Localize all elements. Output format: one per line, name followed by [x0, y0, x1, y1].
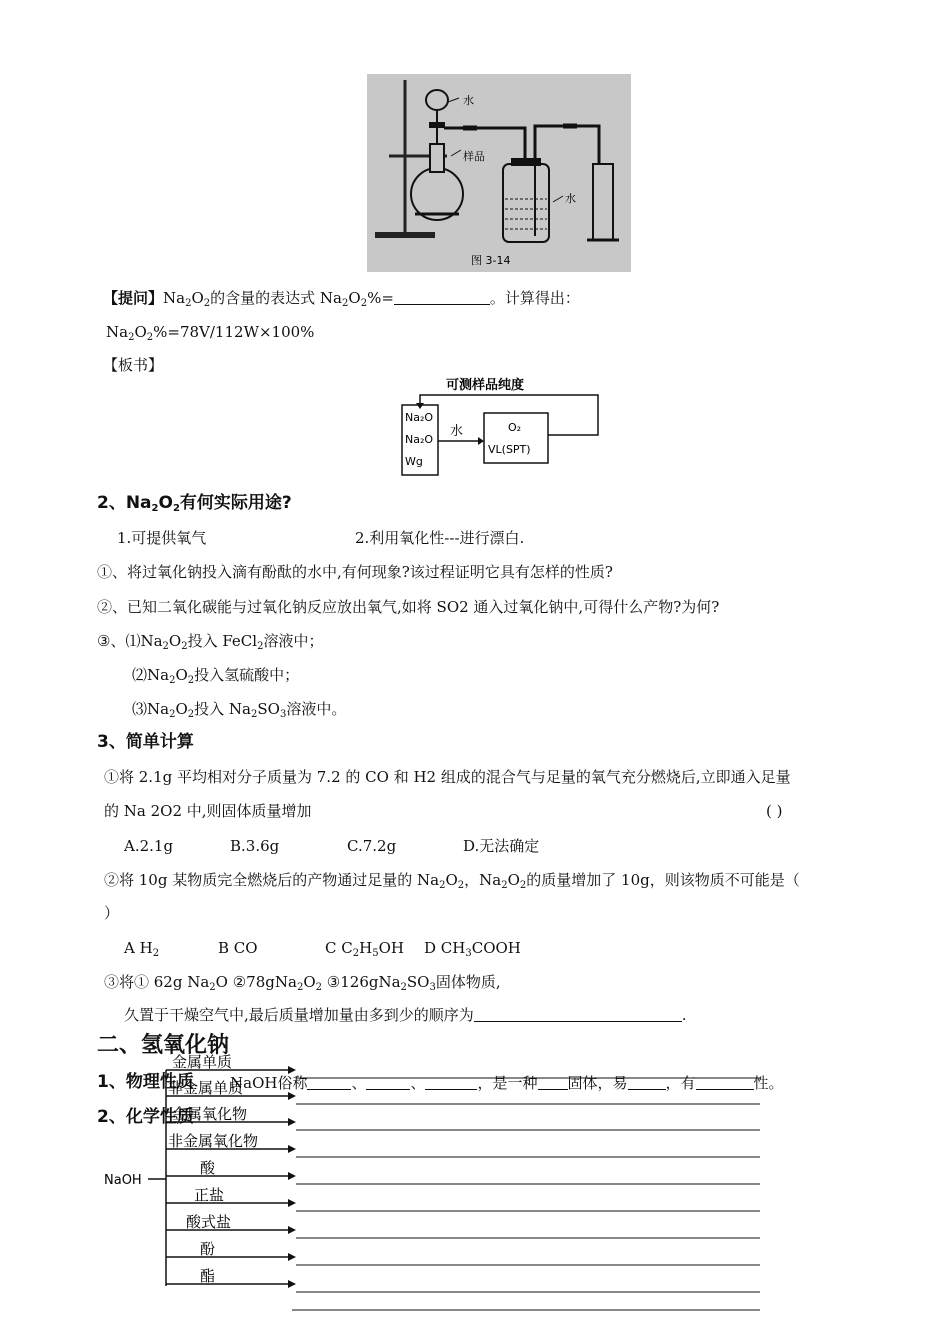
p3-part: SO: [406, 973, 430, 991]
p2-option-d: D $CH_3COOH$: [424, 939, 521, 959]
branch-label-6: 酸式盐: [186, 1213, 232, 1231]
right-line-1: O₂: [508, 421, 522, 434]
question-text: Na: [163, 289, 186, 307]
p2-opt-part: H: [359, 939, 373, 957]
problem-3-line-1: ③将① 62g $Na_2O$ $②78gNa_2O_2$ $③126gNa_2SO_3$固体物质,: [104, 973, 501, 993]
p3-part: .: [681, 1006, 687, 1024]
phys-part: 固体，易: [567, 1074, 628, 1092]
answer-paren-1[interactable]: ( ): [766, 802, 783, 820]
p2-opt-part: COOH: [471, 939, 521, 957]
section2-heading: 2、$Na_2O_2$有何实际用途?: [97, 493, 292, 514]
water-label-bottle: 水: [565, 192, 576, 205]
question-text: 。计算得出：: [489, 289, 580, 307]
branch-label-8: 酯: [200, 1267, 216, 1285]
q3-part: 投入 FeCl: [187, 632, 258, 650]
branch-arrow: [288, 1066, 296, 1074]
problem-2-line-2: ）: [104, 904, 120, 922]
branch-label-2: 金属氧化物: [172, 1105, 248, 1123]
q3-part: 投入 Na: [194, 700, 251, 718]
question-3-3: $⑶Na_2O_2$投入 $Na_2SO_3$溶液中。: [132, 700, 347, 720]
p2-opt-part: A H: [124, 939, 153, 957]
branch-label-3: 非金属氧化物: [168, 1132, 259, 1150]
p2-option-c: C $C_2H_5OH$: [325, 939, 404, 959]
p2-option-b: B CO: [218, 939, 258, 957]
p2-opt-part: D CH: [424, 939, 466, 957]
heading-part: 有何实际用途?: [179, 493, 292, 513]
q3-part: 溶液中；: [263, 632, 324, 650]
sample-label: 样品: [463, 150, 485, 163]
chem-heading: 2、化学性质: [97, 1107, 194, 1127]
question-text: %=: [367, 289, 394, 307]
naoh-heading: 二、氢氧化钠: [97, 1033, 230, 1058]
question-1: ①、将过氧化钠投入滴有酚酞的水中,有何现象?该过程证明它具有怎样的性质?: [97, 563, 613, 581]
answer-blank[interactable]: [474, 1007, 682, 1022]
q3-part: O: [175, 700, 188, 718]
p3-part: 固体物质,: [435, 973, 501, 991]
branch-arrow: [288, 1118, 296, 1126]
left-line-2: Na₂O: [405, 433, 434, 446]
option-d: D.无法确定: [463, 837, 540, 855]
problem-1-line-1: ①将 2.1g 平均相对分子质量为 7.2 的 CO 和 H2 组成的混合气与足量的氧气充分燃烧后,立即通入足量: [104, 768, 791, 786]
p3-part: 久置于干燥空气中,最后质量增加量由多到少的顺序为: [124, 1006, 474, 1024]
option-a: A.2.1g: [124, 837, 174, 855]
p3-part: O ②78gNa: [215, 973, 297, 991]
board-diagram: [380, 373, 620, 481]
phys-part: ，是一种: [477, 1074, 538, 1092]
answer-blank[interactable]: [394, 290, 490, 305]
result-text: Na: [106, 323, 129, 341]
p2-opt-part: C C: [325, 939, 353, 957]
q3-part: ⑵Na: [132, 666, 170, 684]
figure-caption: 图 3-14: [471, 254, 511, 267]
q3-part: O: [175, 666, 188, 684]
heading-part: O: [158, 493, 173, 513]
branch-arrow: [288, 1253, 296, 1261]
branch-arrow: [288, 1145, 296, 1153]
p2-opt-part: OH: [378, 939, 404, 957]
option-c: C.7.2g: [347, 837, 397, 855]
branch-arrow: [288, 1172, 296, 1180]
naoh-root: NaOH: [104, 1173, 142, 1188]
problem-1-line-2: 的 Na 2O2 中,则固体质量增加: [104, 802, 312, 820]
heading-part: 2、Na: [97, 493, 152, 513]
question-line: 【提问】$Na_2O_2$的含量的表达式 $Na_2O_2\%=$ 。计算得出：: [103, 289, 580, 309]
result-line: $Na_2O_2\%=78V/112W\times 100\%$: [106, 323, 315, 343]
use-2: 2.利用氧化性---进行漂白.: [355, 529, 525, 547]
branch-label-5: 正盐: [194, 1186, 225, 1204]
p2-option-a: A $H_2$: [124, 939, 160, 959]
right-line-2: VL(SPT): [488, 443, 531, 456]
question-3-1: ③、$⑴Na_2O_2$投入 FeCl$_2$溶液中；: [97, 632, 324, 652]
p2-part: 的质量增加了 10g，则该物质不可能是（: [526, 871, 800, 889]
branch-label-4: 酸: [200, 1159, 216, 1177]
use-1: 1.可提供氧气: [117, 529, 207, 547]
left-line-1: Na₂O: [405, 411, 434, 424]
question-text: O: [348, 289, 361, 307]
question-2: ②、已知二氧化碳能与过氧化钠反应放出氧气,如将 SO2 通入过氧化钠中,可得什么产物?为何?: [97, 598, 720, 616]
phys-part: ，有: [665, 1074, 696, 1092]
branch-label-7: 酚: [200, 1240, 216, 1258]
phys-part: 性。: [753, 1074, 784, 1092]
branch-label-1: 非金属单质: [168, 1079, 244, 1097]
p3-part: O: [303, 973, 316, 991]
naoh-reaction-tree: [100, 1052, 780, 1317]
result-text: %=78V/112W×100%: [153, 323, 315, 341]
branch-arrow: [288, 1092, 296, 1100]
phys-part: NaOH俗称: [230, 1074, 308, 1092]
option-b: B.3.6g: [230, 837, 280, 855]
p2-part: O: [445, 871, 458, 889]
q3-part: ③、⑴Na: [97, 632, 163, 650]
problem-3-line-2: [124, 1005, 687, 1025]
question-prefix: 【提问】: [103, 289, 164, 307]
p2-part: ，Na: [464, 871, 502, 889]
p3-part: ③将① 62g Na: [104, 973, 210, 991]
p2-part: ②将 10g 某物质完全燃烧后的产物通过足量的 Na: [104, 871, 440, 889]
q3-part: ⑶Na: [132, 700, 170, 718]
section3-heading: 3、简单计算: [97, 732, 194, 752]
q3-part: O: [168, 632, 182, 650]
apparatus-figure: [367, 74, 631, 272]
board-label: 【板书】: [103, 356, 164, 374]
loop-label: 可测样品纯度: [446, 378, 525, 393]
p3-part: ③126gNa: [322, 973, 401, 991]
apparatus-drawing: [367, 74, 631, 272]
branch-arrow: [288, 1226, 296, 1234]
q3-part: 投入氢硫酸中；: [194, 666, 300, 684]
q3-part: 溶液中。: [286, 700, 347, 718]
p2-part: O: [507, 871, 520, 889]
problem-2-line-1: ②将 10g 某物质完全燃烧后的产物通过足量的 $Na_2O_2$，$Na_2O_2$的质量增加了 10g，则该物质不可能是（: [104, 871, 800, 891]
q3-part: SO: [257, 700, 280, 718]
phys-part: 、: [410, 1074, 426, 1092]
left-line-3: Wg: [405, 455, 423, 468]
arrow-label: 水: [450, 424, 464, 439]
phys-part: 、: [351, 1074, 367, 1092]
question-3-2: $⑵Na_2O_2$投入氢硫酸中；: [132, 666, 300, 686]
result-text: O: [134, 323, 147, 341]
branch-arrow: [288, 1199, 296, 1207]
question-text: O: [191, 289, 204, 307]
question-text: 的含量的表达式 Na: [210, 289, 342, 307]
water-label-top: 水: [463, 94, 474, 107]
branch-label-0: 金属单质: [172, 1053, 233, 1071]
branch-arrow: [288, 1280, 296, 1288]
phys-heading: 1、物理性质: [97, 1072, 194, 1092]
